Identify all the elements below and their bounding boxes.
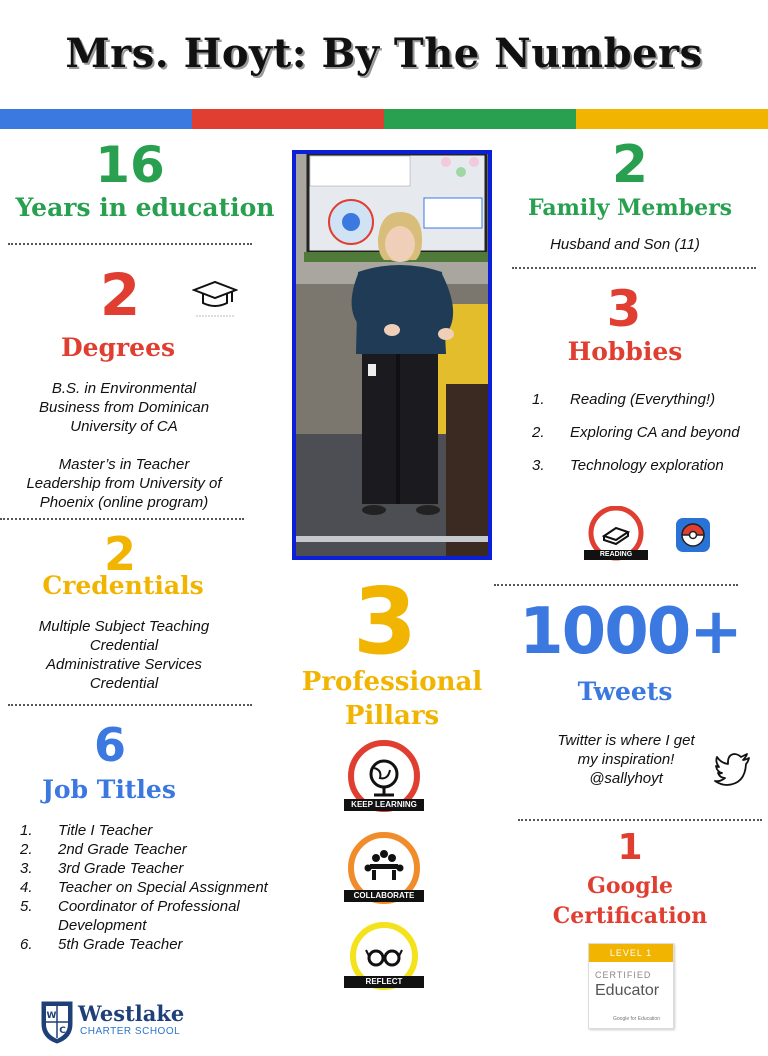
divider: [494, 584, 738, 586]
pokeball-app-icon: [676, 518, 710, 552]
family-detail: Husband and Son (11): [550, 236, 700, 253]
divider: [8, 704, 252, 706]
family-label: Family Members: [527, 195, 733, 221]
pillars-label-line2: Pillars: [344, 701, 440, 731]
tweets-line: @sallyhoyt: [589, 770, 663, 787]
tweets-line: Twitter is where I get: [557, 732, 695, 749]
school-name: Westlake: [78, 1001, 185, 1026]
degree-line: Business from Dominican: [38, 399, 210, 416]
degree-line: Leadership from University of: [26, 475, 222, 492]
list-item: 5. Coordinator of Professional Development: [20, 898, 240, 934]
keep-learning-ribbon: KEEP LEARNING: [344, 799, 424, 811]
tweets-line: my inspiration!: [577, 751, 675, 768]
school-logo: [40, 1000, 190, 1046]
divider: [0, 518, 244, 520]
reflect-ribbon: REFLECT: [344, 976, 424, 988]
badge-level: LEVEL 1: [589, 944, 673, 962]
svg-text:C: C: [59, 1026, 66, 1036]
school-subtitle: CHARTER SCHOOL: [80, 1026, 181, 1037]
list-item: 6. 5th Grade Teacher: [20, 936, 183, 953]
divider: [8, 243, 252, 245]
list-item: 1. Reading (Everything!): [532, 391, 716, 408]
list-item: 3. Technology exploration: [532, 457, 724, 474]
list-item: 4. Teacher on Special Assignment: [20, 879, 268, 896]
degrees-list: [0, 379, 248, 512]
svg-text:W: W: [46, 1011, 57, 1021]
reading-badge: [586, 506, 650, 564]
hobbies-label: Hobbies: [567, 337, 683, 366]
color-band-blue: [0, 109, 192, 129]
years-number: 16: [95, 136, 165, 194]
keep-learning-badge: [346, 740, 426, 816]
badge-certified: CERTIFIED: [595, 970, 652, 980]
badge-educator: Educator: [595, 982, 660, 999]
divider: [512, 267, 756, 269]
color-band-gold: [576, 109, 768, 129]
tweets-text: [516, 731, 736, 788]
list-item: 2. 2nd Grade Teacher: [20, 841, 187, 858]
tweets-number: 1000+: [519, 595, 741, 669]
jobs-list: [20, 821, 292, 954]
google-certified-badge: [588, 943, 674, 1029]
list-item: 1. Title I Teacher: [20, 822, 153, 839]
jobs-number: 6: [93, 718, 126, 772]
degree-line: B.S. in Environmental: [51, 380, 197, 397]
list-item: 3. 3rd Grade Teacher: [20, 860, 184, 877]
graduation-cap-icon: [192, 276, 238, 318]
list-item: 2. Exploring CA and beyond: [532, 424, 740, 441]
shield-icon: [40, 1000, 74, 1044]
divider: [518, 819, 762, 821]
collaborate-ribbon: COLLABORATE: [344, 890, 424, 902]
years-label: Years in education: [15, 193, 275, 222]
reading-ribbon: READING: [584, 550, 648, 560]
badge-footer: Google for Education: [613, 1016, 660, 1022]
collaborate-badge: [346, 832, 426, 908]
color-band-red: [192, 109, 384, 129]
pillars-label-line1: Professional: [301, 667, 483, 697]
teacher-photo: [292, 150, 492, 560]
degree-line: University of CA: [70, 418, 178, 435]
credentials-number: 2: [103, 527, 136, 581]
jobs-label: Job Titles: [42, 775, 176, 804]
degrees-label: Degrees: [60, 333, 176, 362]
tweets-label: Tweets: [577, 677, 673, 706]
twitter-bird-icon: [714, 752, 752, 786]
degree-line: Master’s in Teacher: [58, 456, 190, 473]
credentials-list: [0, 617, 248, 693]
credential-line: Multiple Subject Teaching: [38, 618, 210, 635]
credentials-label: Credentials: [42, 571, 204, 600]
credential-line: Credential: [89, 675, 159, 692]
google-number: 1: [617, 827, 643, 868]
google-label-line2: Certification: [552, 903, 708, 929]
credential-line: Administrative Services: [46, 656, 202, 673]
degrees-number: 2: [99, 261, 141, 329]
hobbies-number: 3: [606, 280, 642, 338]
degree-line: Phoenix (online program): [39, 494, 209, 511]
pillars-number: 3: [352, 568, 417, 675]
family-number: 2: [611, 135, 649, 195]
google-label-line1: Google: [587, 873, 673, 899]
page-title: Mrs. Hoyt: By The Numbers: [65, 30, 703, 77]
hobbies-list: [532, 390, 752, 475]
reflect-badge: [346, 922, 426, 994]
credential-line: Credential: [89, 637, 159, 654]
color-band-green: [384, 109, 576, 129]
